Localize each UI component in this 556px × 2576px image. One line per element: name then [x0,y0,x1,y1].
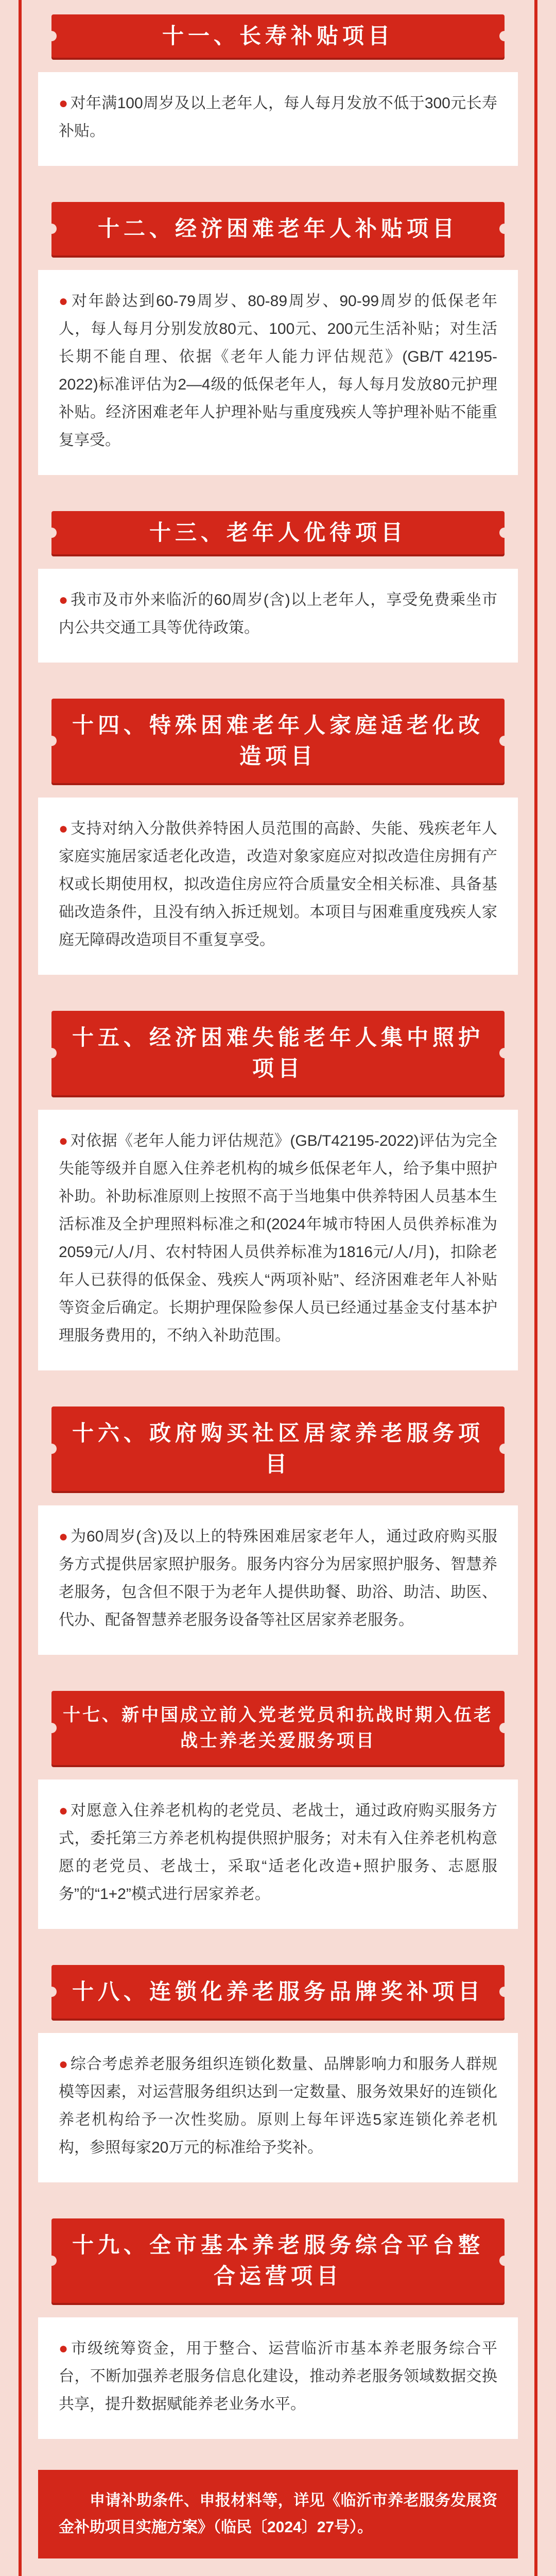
section-community-home-care [35,1406,521,1655]
bullet-icon: ● [59,1132,68,1149]
section-longevity-subsidy [35,14,521,166]
section-economic-hardship-subsidy [35,202,521,475]
section-title: 十八、连锁化养老服务品牌奖补项目 [51,1965,505,2019]
footer-section [35,2470,521,2558]
bullet-icon: ● [59,95,68,112]
bullet-icon: ● [59,820,68,837]
section-paragraph: 支持对纳入分散供养特困人员范围的高龄、失能、残疾老年人家庭实施居家适老化改造，改造对象家庭应对拟改造住房拥有产权或长期使用权，拟改造住房应符合质量安全相关标准、具备基础改造条件，且没有纳入拆迁规划。本项目与困难重度残疾人家庭无障碍改造项目不重复享受。 [59,820,497,948]
section-centralized-care [35,1011,521,1370]
section-title: 十三、老年人优待项目 [51,511,505,554]
section-veteran-care [35,1691,521,1929]
section-content [38,270,518,475]
bullet-icon: ● [59,591,69,608]
section-paragraph: 对依据《老年人能力评估规范》(GB/T42195-2022)评估为完全失能等级并自愿入住养老机构的城乡低保老年人，给予集中照护补助。补助标准原则上按照不高于当地集中供养特困人员基本生活标准及全护理照料标准之和(2024年城市特困人员供养标准为2059元/人/月、农村特困人员供养标准为1816元/人/月)，扣除老年人已获得的低保金、残疾人“两项补贴”、经济困难老年人补贴等资金后确定。长期护理保险参保人员已经通过基金支付基本护理服务费用的，不纳入补助范围。 [59,1132,497,1344]
section-chain-brand-award [35,1965,521,2182]
section-title: 十七、新中国成立前入党老党员和抗战时期入伍老战士养老关爱服务项目 [51,1691,505,1765]
section-content [38,569,518,663]
section-title: 十二、经济困难老年人补贴项目 [51,202,505,256]
section-home-aging-renovation [35,699,521,975]
footer-note: 申请补助条件、申报材料等，详见《临沂市养老服务发展资金补助项目实施方案》（临民〔2024〕27号）。 [38,2470,518,2558]
section-content [38,2033,518,2182]
section-content [38,2317,518,2439]
section-paragraph: 我市及市外来临沂的60周岁(含)以上老年人，享受免费乘坐市内公共交通工具等优待政策。 [59,591,497,636]
section-paragraph: 市级统筹资金，用于整合、运营临沂市基本养老服务综合平台，不断加强养老服务信息化建设，推动养老服务领域数据交换共享，提升数据赋能养老业务水平。 [59,2340,498,2413]
section-title: 十四、特殊困难老年人家庭适老化改造项目 [51,699,505,783]
section-paragraph: 对年满100周岁及以上老年人，每人每月发放不低于300元长寿补贴。 [59,95,497,140]
section-title: 十一、长寿补贴项目 [51,14,505,58]
section-paragraph: 对愿意入住养老机构的老党员、老战士，通过政府购买服务方式，委托第三方养老机构提供照护服务；对未有入住养老机构意愿的老党员、老战士，采取“适老化改造+照护服务、志愿服务”的“1+2”模式进行居家养老。 [59,1802,497,1903]
section-paragraph: 对年龄达到60-79周岁、80-89周岁、90-99周岁的低保老年人，每人每月分别发放80元、100元、200元生活补贴；对生活长期不能自理、依据《老年人能力评估规范》(GB/T 42195-2022)标准评估为2—4级的低保老年人，每人每月发放80元护理补贴。经济困难老年人护理补贴与重度残疾人等护理补贴不能重复享受。 [59,293,497,449]
section-elderly-preference [35,511,521,663]
bullet-icon: ● [59,1528,69,1545]
section-content [38,798,518,975]
section-content [38,1505,518,1655]
bullet-icon: ● [59,1802,68,1819]
section-title: 十五、经济困难失能老年人集中照护项目 [51,1011,505,1095]
bullet-icon: ● [59,2056,68,2073]
bullet-icon: ● [59,2340,70,2357]
section-content [38,1780,518,1929]
section-paragraph: 为60周岁(含)及以上的特殊困难居家老年人，通过政府购买服务方式提供居家照护服务。服务内容分为居家照护服务、智慧养老服务，包含但不限于为老年人提供助餐、助浴、助洁、助医、代办、配备智慧养老服务设备等社区居家养老服务。 [59,1528,497,1629]
section-content [38,1110,518,1370]
section-title: 十六、政府购买社区居家养老服务项目 [51,1406,505,1491]
section-paragraph: 综合考虑养老服务组织连锁化数量、品牌影响力和服务人群规模等因素，对运营服务组织达到一定数量、服务效果好的连锁化养老机构给予一次性奖励。原则上每年评选5家连锁化养老机构，参照每家20万元的标准给予奖补。 [59,2056,497,2156]
bullet-icon: ● [59,293,70,310]
section-platform-operation [35,2218,521,2439]
section-content [38,72,518,166]
section-title: 十九、全市基本养老服务综合平台整合运营项目 [51,2218,505,2303]
